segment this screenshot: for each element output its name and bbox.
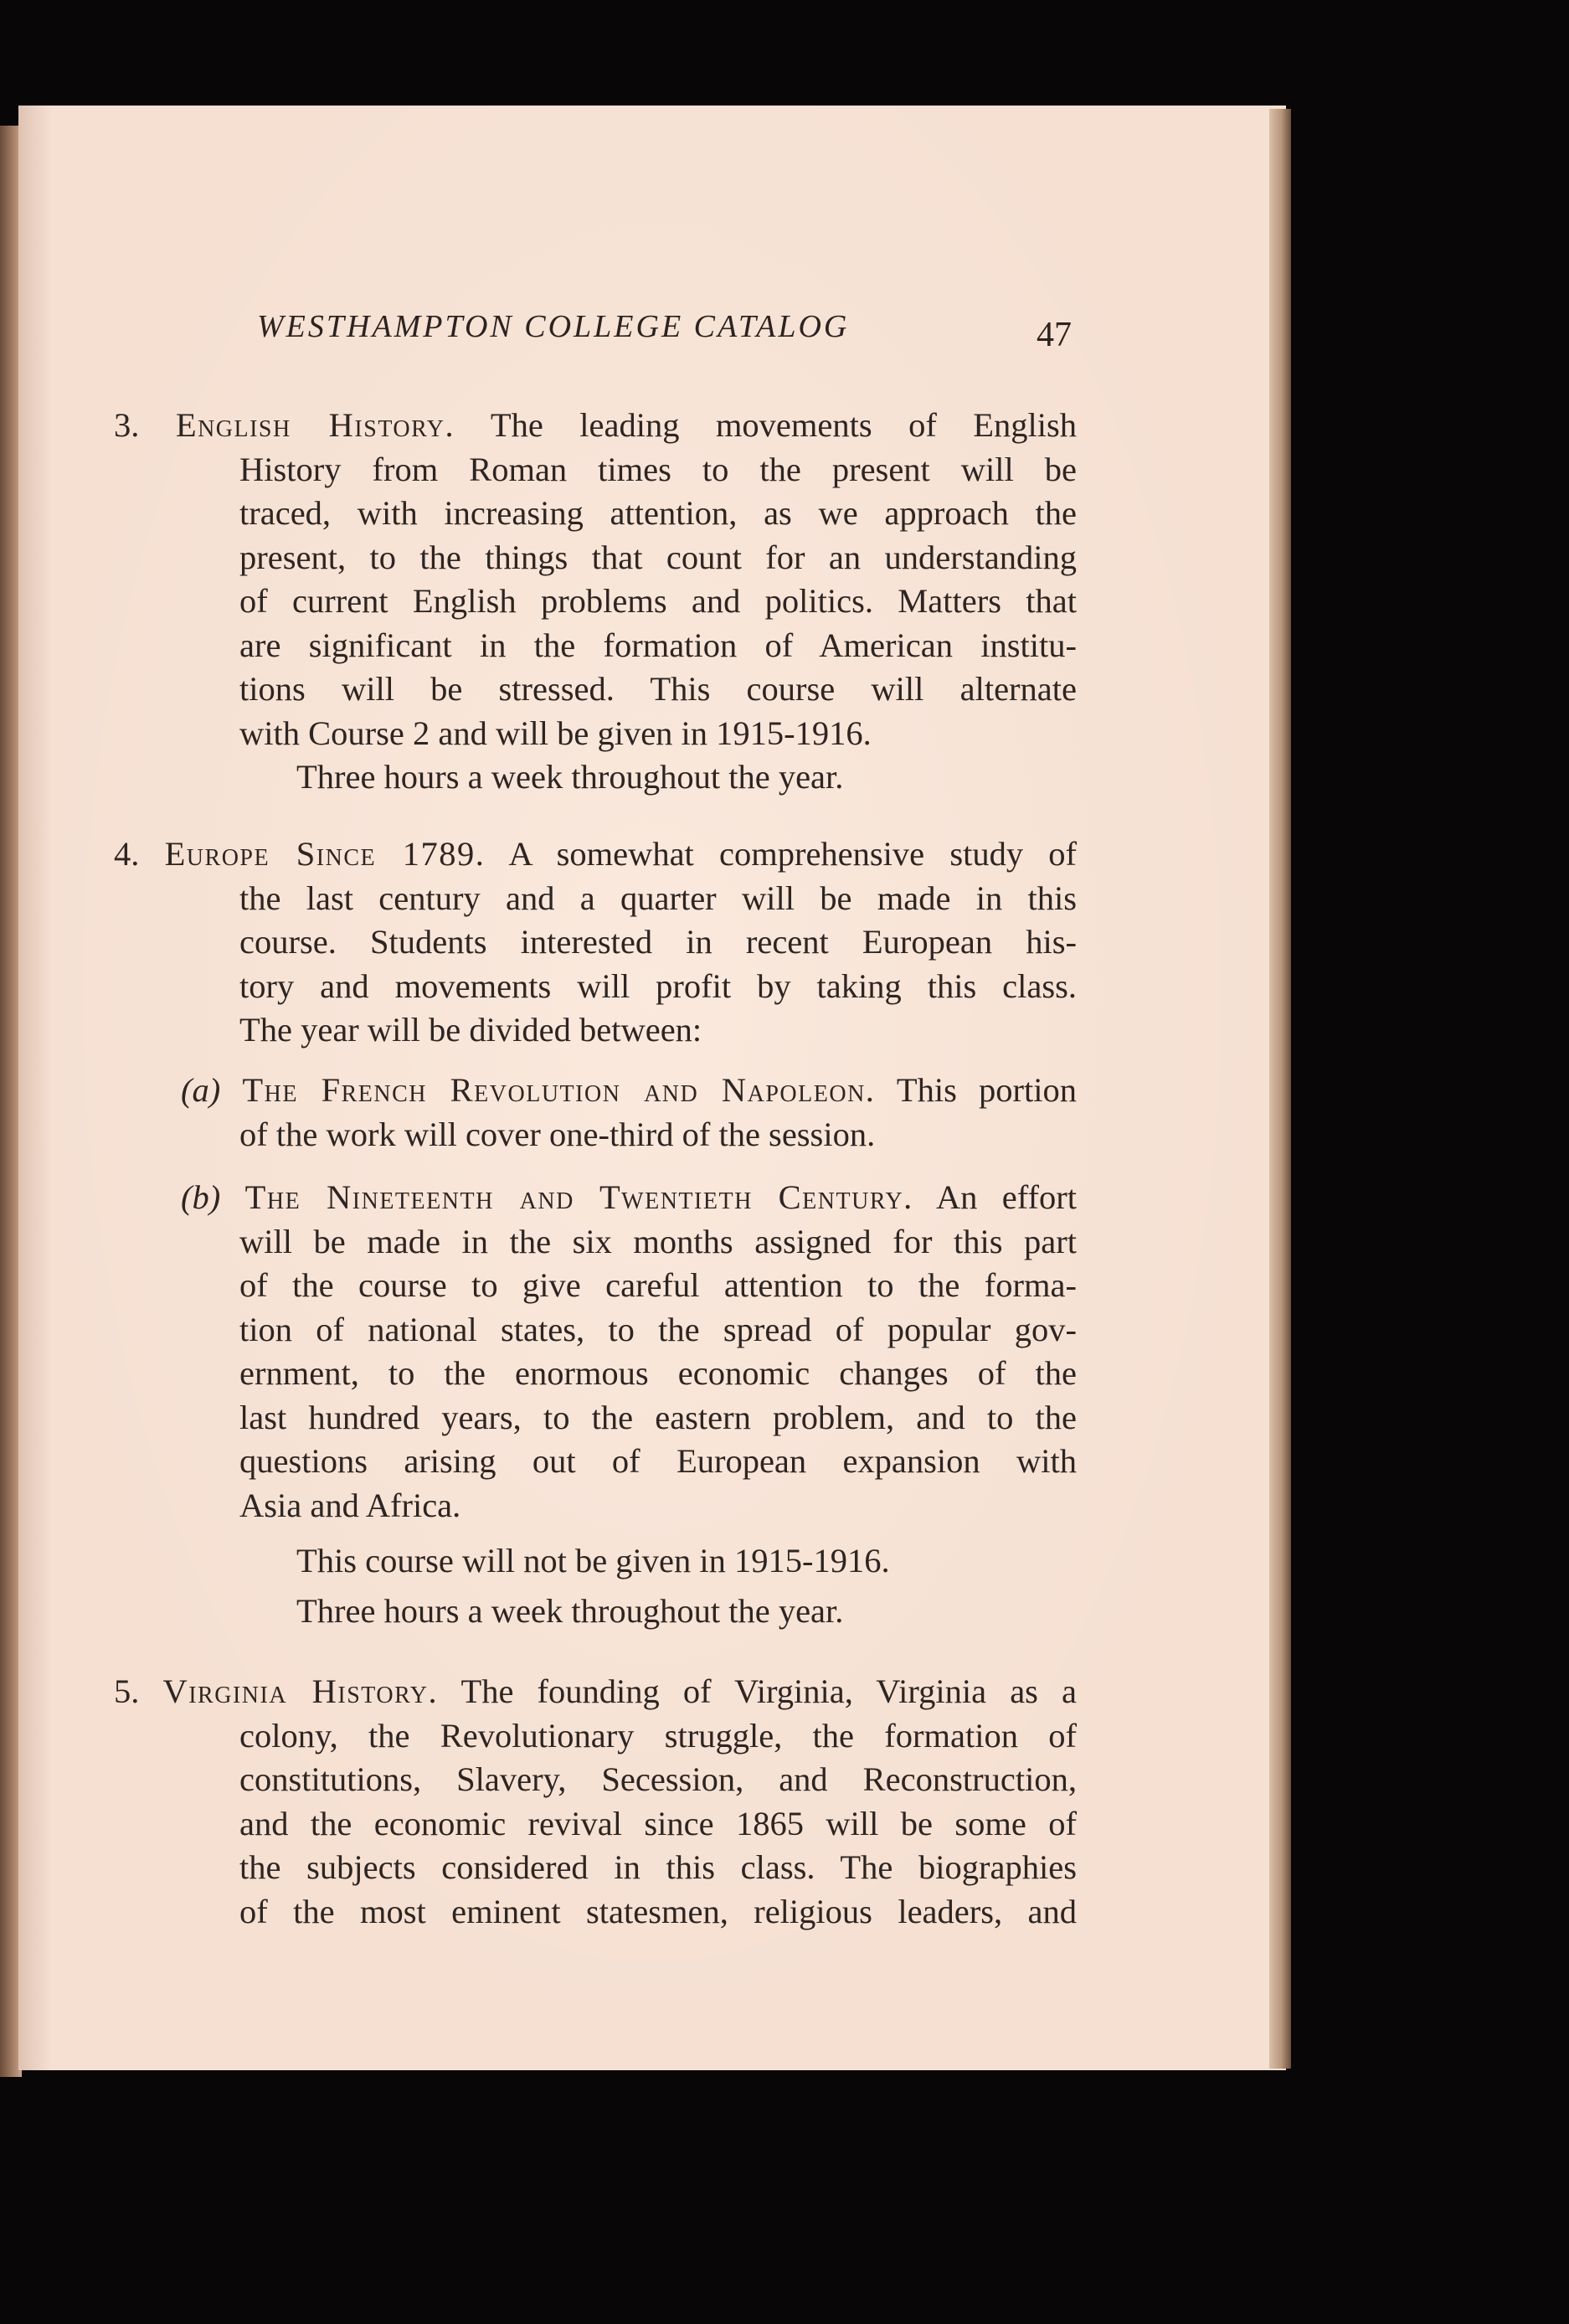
subsection-first-line bbox=[181, 1069, 1077, 1113]
entry-line: tory and movements will profit by taking this class. bbox=[239, 966, 1077, 1005]
subsection-line: of the work will cover one-third of the session. bbox=[239, 1115, 876, 1153]
page-number: 47 bbox=[1037, 316, 1072, 354]
course-entry-english-history bbox=[114, 404, 1078, 800]
entry-line: of current English problems and politics. Matters that bbox=[239, 582, 1077, 620]
subsection-line: questions arising out of European expansion with bbox=[239, 1442, 1077, 1480]
entry-availability-note: This course will not be given in 1915-1916. bbox=[296, 1542, 890, 1579]
entry-line: tions will be stressed. This course will alternate bbox=[239, 670, 1077, 708]
subsection-line: tion of national states, to the spread of popular gov- bbox=[239, 1310, 1077, 1348]
entry-line: are significant in the formation of American institu- bbox=[239, 626, 1077, 664]
subsection-line: An effort bbox=[935, 1178, 1078, 1216]
entry-number: 5. bbox=[114, 1672, 140, 1710]
course-notes-europe bbox=[239, 1536, 1077, 1636]
running-head-title: WESTHAMPTON COLLEGE CATALOG bbox=[257, 309, 850, 344]
entry-number: 3. bbox=[114, 406, 140, 444]
subsection-line: of the course to give careful attention to the forma- bbox=[239, 1266, 1077, 1304]
entry-first-line bbox=[114, 1670, 1077, 1714]
subsection-line: This portion bbox=[896, 1071, 1077, 1109]
entry-hours-note: Three hours a week throughout the year. bbox=[296, 1592, 844, 1630]
course-entry-virginia-history bbox=[114, 1670, 1078, 1934]
entry-heading: English History. bbox=[175, 406, 455, 444]
entry-line: traced, with increasing attention, as we approach the bbox=[239, 494, 1077, 532]
subsection-heading: The French Revolution and Napoleon. bbox=[242, 1071, 876, 1109]
entry-line: the last century and a quarter will be made in this bbox=[239, 879, 1077, 917]
subsection-heading: The Nineteenth and Twentieth Century. bbox=[244, 1178, 913, 1216]
subsection-marker: (b) bbox=[181, 1178, 221, 1216]
subsection-nineteenth-twentieth-century bbox=[181, 1176, 1078, 1528]
entry-line: The founding of Virginia, Virginia as a bbox=[460, 1672, 1078, 1710]
subsection-first-line bbox=[181, 1176, 1077, 1220]
entry-first-line bbox=[114, 832, 1077, 877]
entry-heading: Europe Since 1789. bbox=[164, 835, 486, 873]
subsection-line: Asia and Africa. bbox=[239, 1486, 461, 1524]
entry-line: and the economic revival since 1865 will be some of bbox=[239, 1804, 1077, 1842]
course-entry-europe-since-1789 bbox=[114, 832, 1078, 1053]
entry-line: present, to the things that count for an understanding bbox=[239, 538, 1077, 576]
entry-line: the subjects considered in this class. The biographies bbox=[239, 1848, 1077, 1886]
right-page-edge bbox=[1269, 109, 1291, 2069]
entry-line: with Course 2 and will be given in 1915-1916. bbox=[239, 714, 872, 752]
entry-line: constitutions, Slavery, Secession, and Reconstruction, bbox=[239, 1760, 1077, 1798]
entry-first-line bbox=[114, 404, 1077, 448]
subsection-line: will be made in the six months assigned for this part bbox=[239, 1222, 1077, 1260]
entry-heading: Virginia History. bbox=[162, 1672, 439, 1710]
subsection-line: ernment, to the enormous economic changes of the bbox=[239, 1354, 1077, 1392]
subsection-line: last hundred years, to the eastern problem, and to the bbox=[239, 1398, 1077, 1436]
entry-line: A somewhat comprehensive study of bbox=[508, 835, 1078, 873]
entry-line: The leading movements of English bbox=[490, 406, 1078, 444]
entry-line: course. Students interested in recent European his- bbox=[239, 923, 1077, 961]
subsection-marker: (a) bbox=[181, 1071, 221, 1109]
entry-number: 4. bbox=[114, 835, 140, 873]
entry-line: The year will be divided between: bbox=[239, 1011, 702, 1049]
entry-hours-note: Three hours a week throughout the year. bbox=[296, 758, 844, 796]
subsection-french-revolution bbox=[181, 1069, 1077, 1157]
entry-line: History from Roman times to the present will be bbox=[239, 450, 1077, 488]
entry-line: of the most eminent statesmen, religious leaders, and bbox=[239, 1892, 1077, 1930]
entry-line: colony, the Revolutionary struggle, the formation of bbox=[239, 1716, 1077, 1755]
